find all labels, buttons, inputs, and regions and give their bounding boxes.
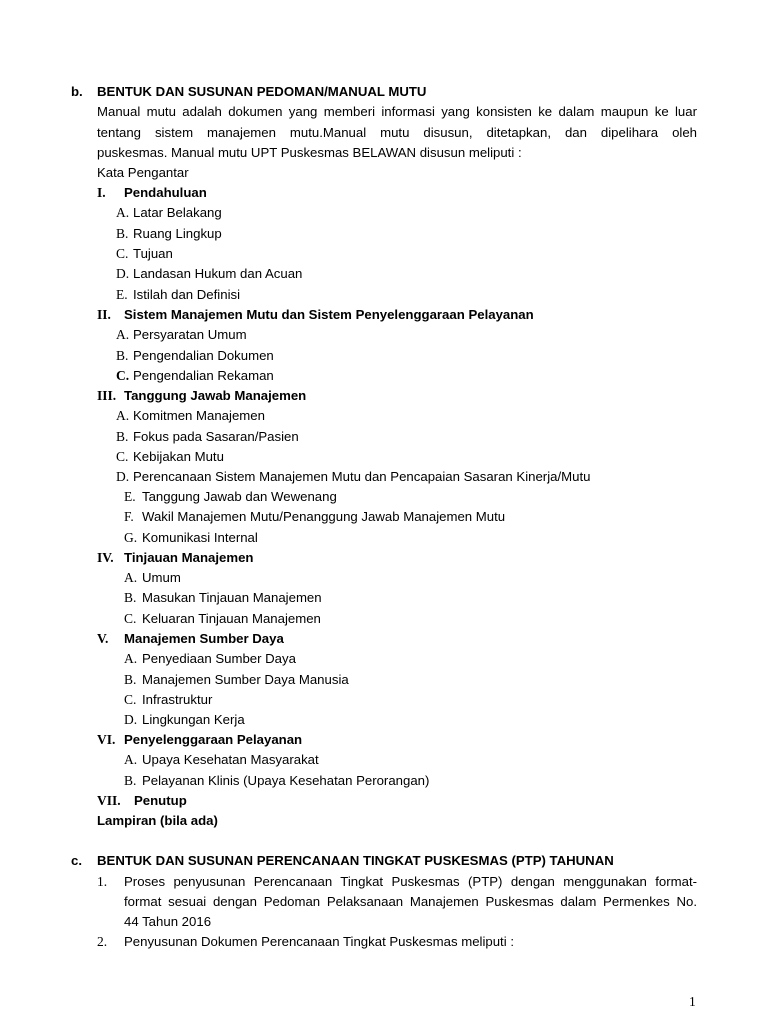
- list-item: Lingkungan Kerja: [142, 712, 245, 727]
- list-item: Latar Belakang: [133, 205, 222, 220]
- list-item: Istilah dan Definisi: [133, 287, 241, 302]
- list-item-letter: E.: [116, 287, 128, 302]
- list-item: Ruang Lingkup: [133, 226, 222, 241]
- chapter-number: IV.: [97, 550, 114, 565]
- list-item-letter: A.: [116, 205, 130, 220]
- list-item: Masukan Tinjauan Manajemen: [142, 590, 322, 605]
- list-item: Infrastruktur: [142, 692, 213, 707]
- section-b-letter: b.: [71, 84, 83, 99]
- list-item-letter: C.: [116, 449, 129, 464]
- list-item: Fokus pada Sasaran/Pasien: [133, 429, 299, 444]
- section-c-letter: c.: [71, 853, 82, 868]
- list-item: Manajemen Sumber Daya Manusia: [142, 672, 349, 687]
- section-b-paragraph-line-3: puskesmas. Manual mutu UPT Puskesmas BELAWAN disusun meliputi :: [97, 145, 522, 160]
- list-item-letter: D.: [116, 469, 130, 484]
- list-item: Pelayanan Klinis (Upaya Kesehatan Perorangan): [142, 773, 430, 788]
- list-item: Kebijakan Mutu: [133, 449, 224, 464]
- list-item: Penyediaan Sumber Daya: [142, 651, 296, 666]
- list-item-line-1: Penyusunan Dokumen Perencanaan Tingkat Puskesmas meliputi :: [124, 934, 514, 949]
- list-item-letter: G.: [124, 530, 138, 545]
- list-item: Komunikasi Internal: [142, 530, 258, 545]
- list-item-line-1: Proses penyusunan Perencanaan Tingkat Puskesmas (PTP) dengan menggunakan format-: [124, 874, 697, 889]
- list-item-letter: A.: [124, 651, 138, 666]
- list-item: Keluaran Tinjauan Manajemen: [142, 611, 321, 626]
- chapter-title: Sistem Manajemen Mutu dan Sistem Penyelenggaraan Pelayanan: [124, 307, 534, 322]
- section-c-heading: BENTUK DAN SUSUNAN PERENCANAAN TINGKAT PUSKESMAS (PTP) TAHUNAN: [97, 853, 614, 868]
- list-item-number: 2.: [97, 934, 108, 949]
- kata-pengantar: Kata Pengantar: [97, 165, 189, 180]
- list-item: Landasan Hukum dan Acuan: [133, 266, 303, 281]
- list-item-letter: B.: [124, 773, 137, 788]
- list-item-letter: B.: [116, 429, 129, 444]
- section-b-paragraph-line-2: tentang sistem manajemen mutu.Manual mutu disusun, ditetapkan, dan dipelihara oleh: [97, 125, 697, 140]
- list-item: Tanggung Jawab dan Wewenang: [142, 489, 337, 504]
- chapter-number: I.: [97, 185, 106, 200]
- list-item-letter: A.: [116, 327, 130, 342]
- chapter-number: VII.: [97, 793, 121, 808]
- list-item-letter: B.: [124, 672, 137, 687]
- list-item: Wakil Manajemen Mutu/Penanggung Jawab Manajemen Mutu: [142, 509, 506, 524]
- chapter-title: Tinjauan Manajemen: [124, 550, 254, 565]
- list-item-letter: E.: [124, 489, 136, 504]
- list-item: Upaya Kesehatan Masyarakat: [142, 752, 319, 767]
- list-item: Persyaratan Umum: [133, 327, 247, 342]
- list-item-line-2: format sesuai dengan Pedoman Pelaksanaan Manajemen Puskesmas dalam Permenkes No.: [124, 894, 697, 909]
- list-item: Pengendalian Rekaman: [133, 368, 274, 383]
- chapter-number: VI.: [97, 732, 116, 747]
- list-item-letter: D.: [124, 712, 138, 727]
- list-item-letter: C.: [124, 692, 137, 707]
- list-item: Perencanaan Sistem Manajemen Mutu dan Pencapaian Sasaran Kinerja/Mutu: [133, 469, 591, 484]
- list-item-line-3: 44 Tahun 2016: [124, 914, 212, 929]
- list-item-letter: A.: [124, 570, 138, 585]
- list-item-letter: D.: [116, 266, 130, 281]
- list-item-number: 1.: [97, 874, 108, 889]
- section-b-heading: BENTUK DAN SUSUNAN PEDOMAN/MANUAL MUTU: [97, 84, 427, 99]
- list-item-letter: B.: [124, 590, 137, 605]
- page-number: 1: [689, 994, 696, 1009]
- list-item-letter: A.: [124, 752, 138, 767]
- chapter-title: Pendahuluan: [124, 185, 207, 200]
- list-item-letter: F.: [124, 509, 134, 524]
- list-item-letter: A.: [116, 408, 130, 423]
- chapter-title: Penyelenggaraan Pelayanan: [124, 732, 303, 747]
- section-b-paragraph-line-1: Manual mutu adalah dokumen yang memberi informasi yang konsisten ke dalam maupun ke luar: [97, 104, 697, 119]
- list-item-letter: C.: [124, 611, 137, 626]
- list-item: Umum: [142, 570, 181, 585]
- list-item-letter: B.: [116, 348, 129, 363]
- list-item: Pengendalian Dokumen: [133, 348, 274, 363]
- chapter-title: Tanggung Jawab Manajemen: [124, 388, 307, 403]
- list-item-letter: C.: [116, 368, 130, 383]
- lampiran: Lampiran (bila ada): [97, 813, 218, 828]
- chapter-number: V.: [97, 631, 109, 646]
- list-item: Tujuan: [133, 246, 173, 261]
- list-item-letter: C.: [116, 246, 129, 261]
- chapter-number: III.: [97, 388, 117, 403]
- list-item-letter: B.: [116, 226, 129, 241]
- chapter-number: II.: [97, 307, 111, 322]
- chapter-title: Penutup: [134, 793, 187, 808]
- list-item: Komitmen Manajemen: [133, 408, 265, 423]
- chapter-title: Manajemen Sumber Daya: [124, 631, 284, 646]
